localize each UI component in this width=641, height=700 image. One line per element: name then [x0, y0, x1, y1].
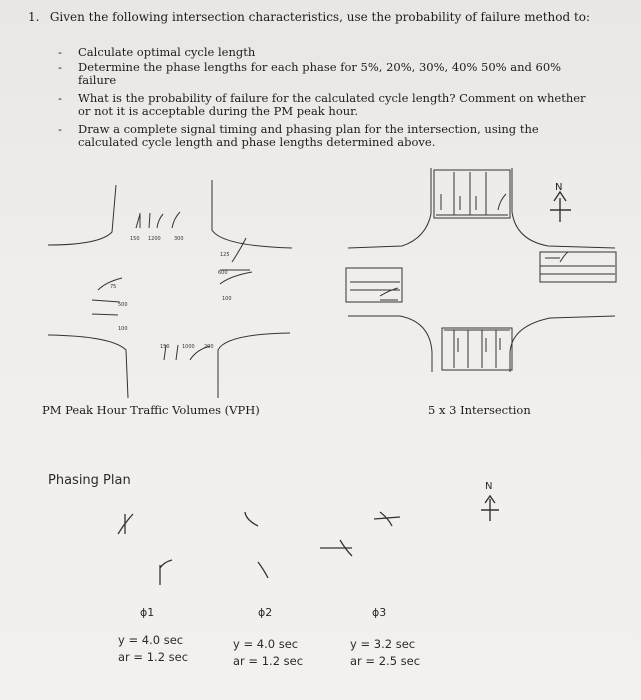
task-item: - Calculate optimal cycle length	[56, 46, 596, 60]
eb-volume-right: 100	[118, 326, 128, 332]
nb-volume-through: 1000	[182, 344, 195, 350]
phasing-plan-title: Phasing Plan	[48, 473, 131, 488]
phasing-north-label: N	[485, 481, 493, 492]
curb-sw	[48, 335, 128, 398]
phase-3-label: ϕ3	[372, 606, 387, 619]
question-text: Given the following intersection characteristics, use the probability of failure method to:	[49, 10, 591, 24]
phase-2-all-red: ar = 1.2 sec	[233, 654, 304, 668]
eb-volume-left: 75	[110, 284, 117, 290]
eb-volume-through: 500	[118, 302, 128, 308]
phase-1-yellow: y = 4.0 sec	[118, 633, 184, 647]
wb-volume-left: 100	[222, 296, 232, 302]
eb-arrows	[92, 300, 120, 315]
north-label: N	[555, 182, 563, 193]
phase-1-all-red: ar = 1.2 sec	[118, 650, 189, 664]
sb-volume-right: 150	[130, 236, 140, 242]
volumes-caption: PM Peak Hour Traffic Volumes (VPH)	[42, 403, 260, 417]
sb-volume-through: 1200	[148, 236, 161, 242]
wb-volume-right: 125	[220, 252, 230, 258]
phase-3-yellow: y = 3.2 sec	[350, 637, 416, 651]
phase-2-arrows-icon	[245, 512, 268, 578]
curb-se	[218, 333, 290, 398]
volume-labels	[110, 236, 232, 350]
phase-3-arrows-icon	[320, 512, 400, 556]
sb-arrows	[136, 213, 140, 228]
nb-volume-right: 200	[204, 344, 214, 350]
task-item: - Draw a complete signal timing and phasing plan for the intersection, using the calculated cycle length and phase lengths determined above.	[56, 123, 596, 150]
phase-1-arrows-icon	[118, 514, 172, 585]
intersection-caption: 5 x 3 Intersection	[428, 403, 531, 417]
task-item: - What is the probability of failure for the calculated cycle length? Comment on whether or not it is acceptable during the PM peak hour.	[56, 92, 596, 119]
phase-1-label: ϕ1	[140, 606, 155, 619]
question-number: 1.	[28, 10, 40, 24]
curb-nw	[48, 185, 116, 245]
sb-volume-left: 300	[174, 236, 184, 242]
task-item: - Determine the phase lengths for each phase for 5%, 20%, 30%, 40% 50% and 60% failure	[56, 61, 596, 88]
five-by-three-intersection	[346, 168, 616, 372]
phase-2-label: ϕ2	[258, 606, 273, 619]
wb-volume-through: 600	[218, 270, 228, 276]
nb-volume-left: 150	[160, 344, 170, 350]
phase-3-all-red: ar = 2.5 sec	[350, 654, 421, 668]
phasing-north-arrow-icon	[481, 496, 499, 521]
curb-ne	[212, 180, 292, 248]
phase-2-yellow: y = 4.0 sec	[233, 637, 299, 651]
north-arrow-icon	[550, 192, 571, 222]
